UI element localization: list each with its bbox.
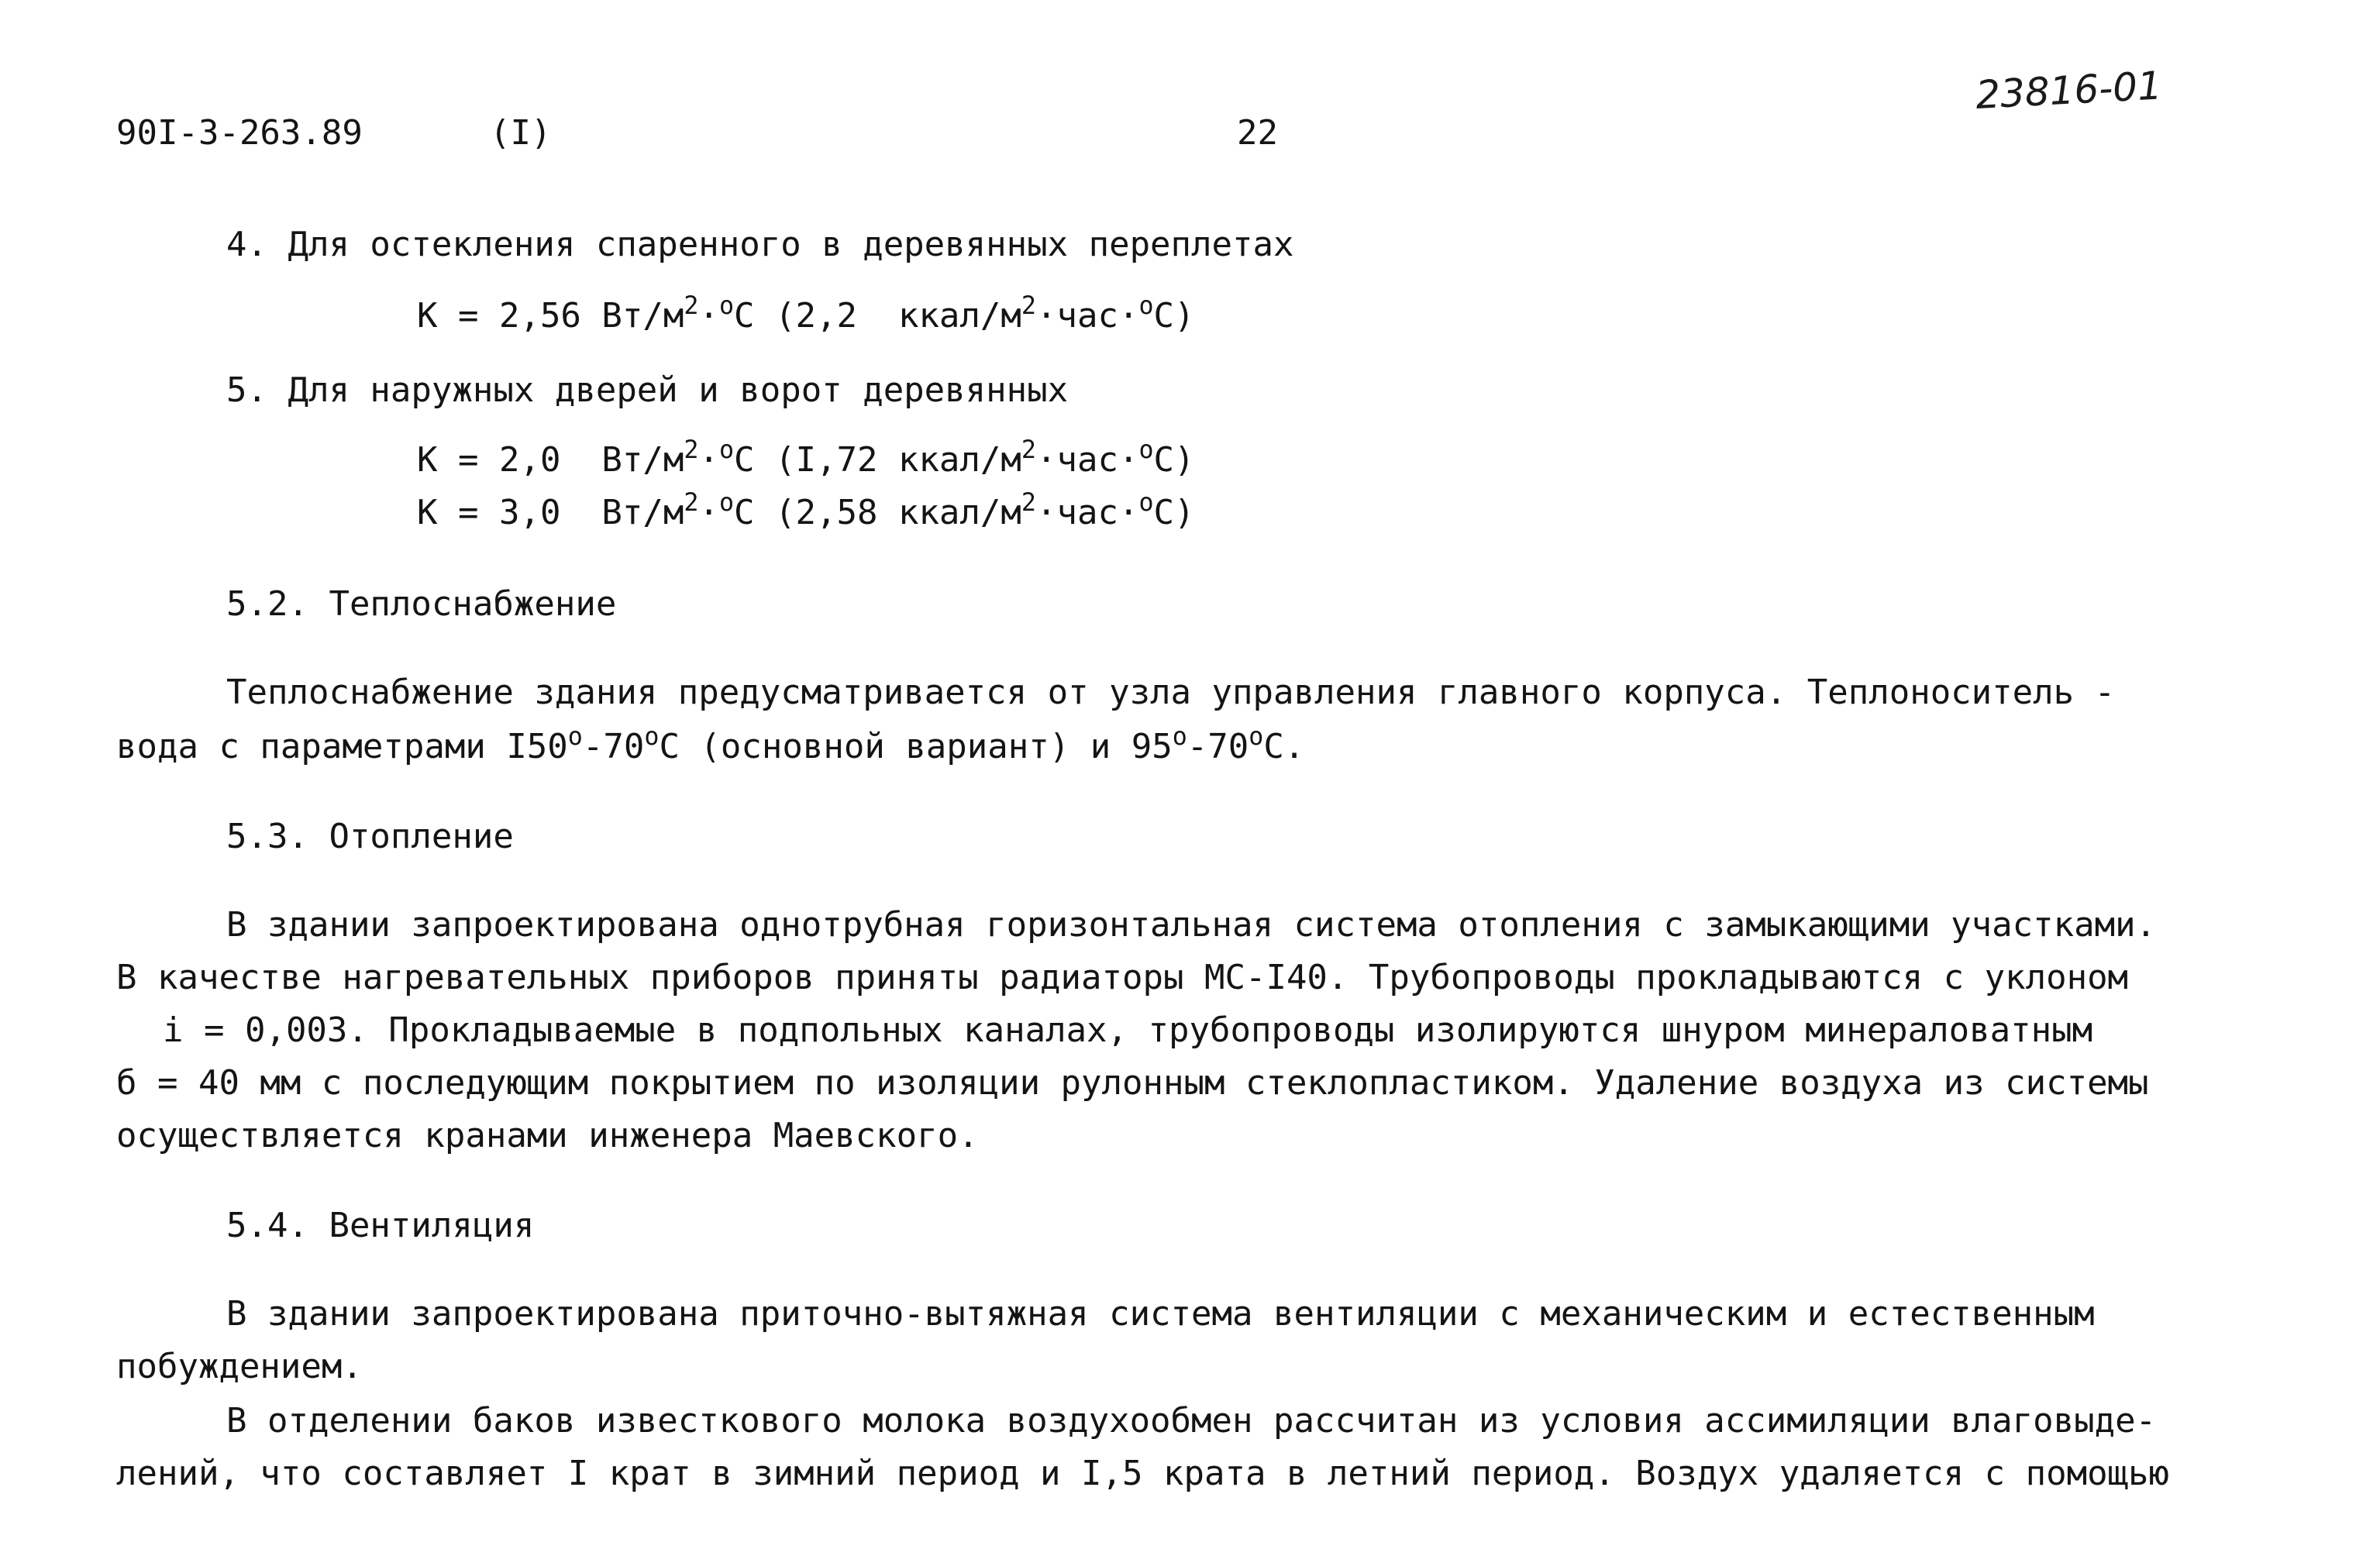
section-5-3-line-3: i = 0,003. Прокладываемые в подпольных каналах, трубопроводы изолируются шнуром минераловатным bbox=[163, 1010, 2093, 1050]
section-5-4-line-3: В отделении баков известкового молока воздухообмен рассчитан из условия ассимиляции влаговыде- bbox=[226, 1401, 2157, 1441]
section-5-2-heading: 5.2. Теплоснабжение bbox=[226, 584, 617, 624]
handwritten-inventory-number: 23816-01 bbox=[1974, 63, 2164, 118]
section-5-2-line-2: вода с параметрами $I50^о-70^оС$ (основной вариант) и $95^о-70^оС$. bbox=[116, 723, 1305, 766]
section-5-4-heading: 5.4. Вентиляция bbox=[226, 1206, 535, 1245]
document-code: 90I-3-263.89 bbox=[116, 113, 363, 153]
page-number: 22 bbox=[1237, 113, 1278, 153]
section-5-3-line-4: б = 40 мм с последующим покрытием по изоляции рулонным стеклопластиком. Удаление воздуха из системы bbox=[116, 1063, 2149, 1103]
item-4-title: 4. Для остекления спаренного в деревянных переплетах bbox=[226, 225, 1294, 264]
volume-number: (I) bbox=[490, 113, 552, 153]
section-5-4-line-1: В здании запроектирована приточно-вытяжная система вентиляции с механическим и естественным bbox=[226, 1294, 2095, 1334]
section-5-3-heading: 5.3. Отопление bbox=[226, 817, 514, 856]
section-5-4-line-2: побуждением. bbox=[116, 1347, 363, 1386]
section-5-3-line-1: В здании запроектирована однотрубная горизонтальная система отопления с замыкающими участками. bbox=[226, 905, 2157, 945]
section-5-3-line-5: осуществляется кранами инженера Маевского. bbox=[116, 1116, 979, 1155]
section-5-2-line-1: Теплоснабжение здания предусматривается от узла управления главного корпуса. Теплоноситель - bbox=[226, 673, 2116, 712]
item-5-title: 5. Для наружных дверей и ворот деревянных bbox=[226, 370, 1069, 410]
item-5-formula-2: К = 3,0 $Вт/м^2\cdot^оС$ (2,58 ккал/$м^2\cdot час\cdot^оС$) bbox=[417, 489, 1195, 532]
item-4-formula: К = 2,56 $Вт/м^2\cdot^оС$ (2,2 ккал/$м^2\cdot час\cdot^оС$) bbox=[417, 292, 1195, 336]
section-5-4-line-4: лений, что составляет I крат в зимний период и I,5 крата в летний период. Воздух удаляется с помощью bbox=[116, 1454, 2170, 1493]
item-5-formula-1: К = 2,0 $Вт/м^2\cdot^оС$ (I,72 ккал/$м^2\cdot час\cdot^оС$) bbox=[417, 436, 1195, 480]
section-5-3-line-2: В качестве нагревательных приборов приняты радиаторы МС-I40. Трубопроводы прокладываются с уклоном bbox=[116, 958, 2129, 997]
